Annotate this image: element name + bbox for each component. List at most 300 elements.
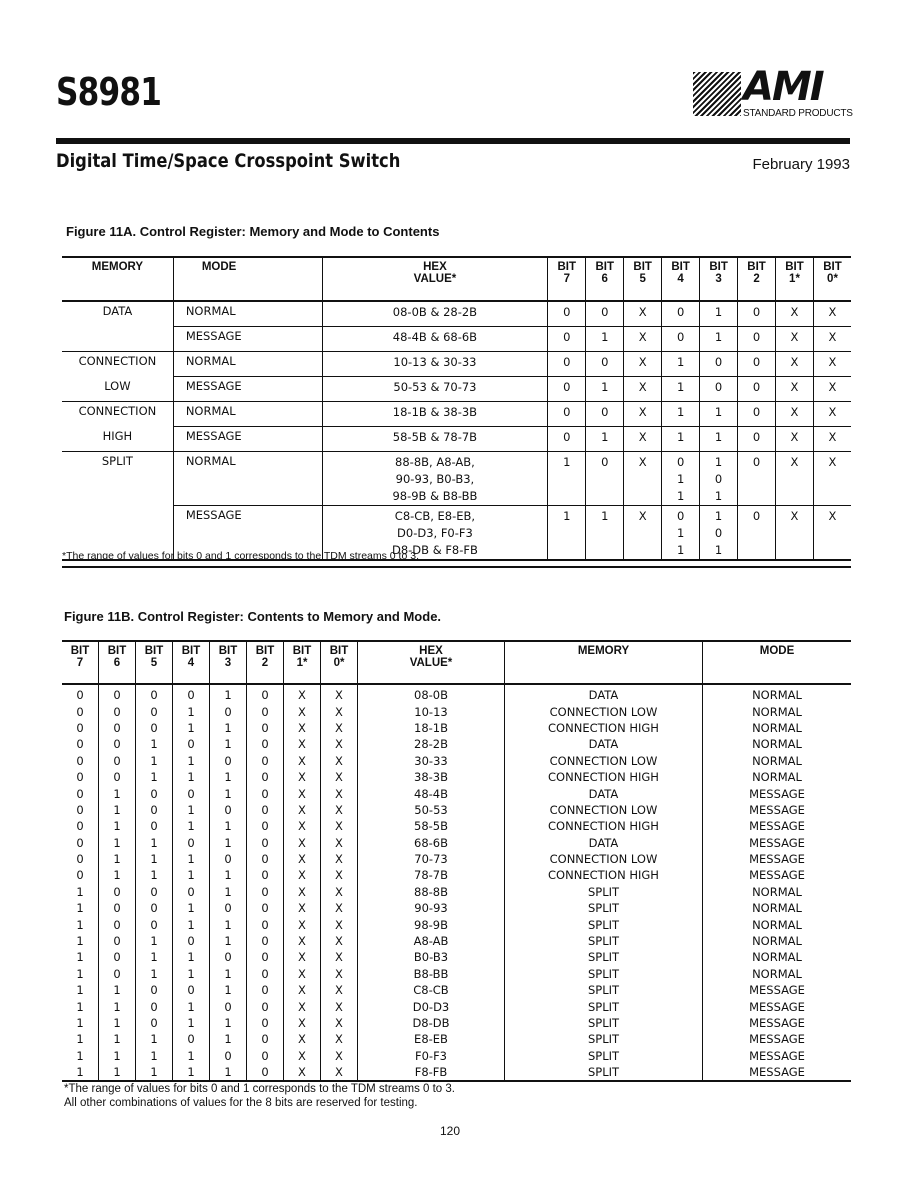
table-row: [62, 818, 851, 834]
bit0-cell: X: [321, 684, 358, 703]
header-rule: [56, 138, 850, 144]
bit-cell: [738, 301, 776, 327]
bit5-cell: 1: [136, 736, 173, 752]
figure-11b-note-2: All other combinations of values for the 8 bits are reserved for testing.: [64, 1097, 418, 1109]
bit6-cell: 0: [99, 753, 136, 769]
col-bit-number: 0*: [827, 273, 838, 285]
bit-cell: [700, 452, 738, 506]
bit1-cell: X: [284, 900, 321, 916]
bit-cell: [738, 377, 776, 402]
table-row: [62, 327, 851, 352]
col-bit-header: [321, 641, 358, 684]
bit-cell: [776, 506, 814, 561]
ami-logo-subtitle: STANDARD PRODUCTS: [743, 108, 853, 119]
bit-value: 0: [563, 405, 571, 419]
col-bit-header: [662, 257, 700, 301]
bit3-cell: 1: [210, 916, 247, 932]
bit-value: 0: [714, 380, 723, 394]
bit2-cell: 0: [247, 998, 284, 1014]
bit0-cell: X: [321, 1015, 358, 1031]
bit-value: 1: [563, 455, 571, 469]
figure-11b-note-1: *The range of values for bits 0 and 1 corresponds to the TDM streams 0 to 3.: [64, 1083, 455, 1095]
table-row: [62, 933, 851, 949]
bit-value: 1: [676, 543, 685, 557]
col-bit-number: 7: [563, 273, 570, 285]
col-hex-line1: HEX: [419, 645, 443, 657]
bit7-cell: 1: [76, 1016, 84, 1030]
bit5-cell: 1: [136, 949, 173, 965]
table-row: [62, 684, 851, 703]
bit-value: X: [790, 455, 799, 469]
table-row: [62, 900, 851, 916]
memory-cell: SPLIT: [505, 884, 703, 900]
bit3-cell: 1: [210, 769, 247, 785]
bit-cell: [586, 452, 624, 506]
bit-cell: [624, 452, 662, 506]
bit-value: 0: [563, 305, 571, 319]
col-mode: MODE: [173, 257, 322, 301]
mode-cell: NORMAL: [703, 769, 852, 785]
table-row: [62, 982, 851, 998]
bit2-cell: 0: [247, 785, 284, 801]
mode-cell: MESSAGE: [703, 802, 852, 818]
bit3-cell: 0: [210, 851, 247, 867]
bit7-cell: 1: [76, 966, 84, 981]
bit1-cell: X: [284, 818, 321, 834]
table-row: [62, 753, 851, 769]
col-bit-header: [136, 641, 173, 684]
hex-cell: [322, 452, 548, 506]
bit4-cell: 1: [173, 851, 210, 867]
bit0-cell: X: [321, 916, 358, 932]
bit-value: X: [828, 305, 837, 319]
hex-cell: 48-4B: [358, 785, 505, 801]
col-bit-number: 6: [113, 657, 121, 669]
bit-value: 1: [676, 489, 685, 503]
bit4-cell: 1: [173, 1015, 210, 1031]
table-header-row: [62, 641, 851, 684]
col-bit-label: BIT: [329, 645, 349, 657]
bit-value: 1: [714, 305, 723, 319]
hex-cell: 50-53: [358, 802, 505, 818]
memory-cell: CONNECTION LOW: [505, 851, 703, 867]
bit-cell: [662, 352, 700, 377]
bit-cell: [700, 402, 738, 427]
table-row: [62, 835, 851, 851]
memory-cell: DATA: [102, 304, 133, 318]
hex-line: C8-CB, E8-EB,: [394, 509, 476, 523]
bit-value: X: [638, 430, 647, 444]
bit-value: 1: [601, 380, 609, 394]
col-bit-label: BIT: [823, 261, 842, 273]
bit-cell: [700, 427, 738, 452]
bit-cell: [776, 301, 814, 327]
bit3-cell: 0: [210, 900, 247, 916]
mode-cell: MESSAGE: [173, 327, 322, 352]
bit0-cell: X: [321, 998, 358, 1014]
bit-value: 1: [714, 430, 723, 444]
hex-cell: [322, 327, 548, 352]
mode-cell: NORMAL: [703, 703, 852, 719]
bit-value: 0: [752, 455, 761, 469]
bit-value: 0: [752, 355, 761, 369]
bit5-cell: 0: [136, 802, 173, 818]
hex-cell: 70-73: [358, 851, 505, 867]
bit2-cell: 0: [247, 949, 284, 965]
bit-value: X: [638, 380, 647, 394]
bit-value: 1: [676, 430, 685, 444]
bit7-cell: 0: [76, 688, 84, 703]
mode-cell: MESSAGE: [173, 427, 322, 452]
bit-value: X: [828, 509, 837, 523]
bit-cell: [813, 301, 851, 327]
memory-cell: SPLIT: [505, 916, 703, 932]
mode-cell: MESSAGE: [173, 377, 322, 402]
bit4-cell: 1: [173, 769, 210, 785]
mode-cell: NORMAL: [703, 933, 852, 949]
bit4-cell: 0: [173, 684, 210, 703]
bit0-cell: X: [321, 884, 358, 900]
bit6-cell: 0: [99, 916, 136, 932]
col-bit-number: 7: [76, 657, 84, 669]
bit-value: 0: [563, 355, 571, 369]
bit2-cell: 0: [247, 933, 284, 949]
bit1-cell: X: [284, 982, 321, 998]
bit4-cell: 1: [173, 818, 210, 834]
bit5-cell: 1: [136, 1064, 173, 1081]
ami-logo-mark-icon: [693, 72, 741, 116]
bit-cell: [700, 352, 738, 377]
col-memory: MEMORY: [505, 641, 703, 684]
bit-cell: [662, 452, 700, 506]
hex-cell: 78-7B: [358, 867, 505, 883]
mode-cell: NORMAL: [173, 301, 322, 327]
bit4-cell: 0: [173, 884, 210, 900]
bit2-cell: 0: [247, 769, 284, 785]
bit5-cell: 0: [136, 703, 173, 719]
bit1-cell: X: [284, 802, 321, 818]
bit4-cell: 1: [173, 916, 210, 932]
bit-value: 0: [601, 455, 609, 469]
bit6-cell: 1: [99, 851, 136, 867]
bit-cell: [624, 352, 662, 377]
bit3-cell: 1: [210, 1031, 247, 1047]
mode-cell: MESSAGE: [703, 818, 852, 834]
bit3-cell: 1: [210, 982, 247, 998]
bit7-cell: 0: [76, 786, 84, 801]
bit-value: 1: [676, 380, 685, 394]
hex-cell: F0-F3: [358, 1048, 505, 1064]
bit7-cell: 0: [76, 770, 84, 785]
hex-cell: 10-13: [358, 703, 505, 719]
bit1-cell: X: [284, 835, 321, 851]
bit2-cell: 0: [247, 1048, 284, 1064]
memory-cell: SPLIT: [505, 998, 703, 1014]
part-number: S8981: [56, 70, 162, 114]
bit-cell: [548, 352, 586, 377]
bit6-cell: 1: [99, 1048, 136, 1064]
bit4-cell: 1: [173, 867, 210, 883]
bit-value: X: [790, 380, 799, 394]
col-bit-header: [210, 641, 247, 684]
hex-cell: 38-3B: [358, 769, 505, 785]
table-row: [62, 427, 851, 452]
bit-cell: [700, 301, 738, 327]
bit-value: 0: [676, 330, 685, 344]
mode-cell: MESSAGE: [703, 835, 852, 851]
hex-line: 88-8B, A8-AB,: [395, 455, 475, 469]
bit-cell: [813, 402, 851, 427]
bit-cell: [700, 327, 738, 352]
bit2-cell: 0: [247, 851, 284, 867]
bit1-cell: X: [284, 949, 321, 965]
bit-value: 1: [714, 455, 723, 469]
mode-cell: NORMAL: [703, 900, 852, 916]
bit-cell: [776, 427, 814, 452]
col-mode: MODE: [703, 641, 852, 684]
bit-cell: [662, 377, 700, 402]
mode-cell: NORMAL: [703, 916, 852, 932]
bit2-cell: 0: [247, 1064, 284, 1081]
col-bit-header: [813, 257, 851, 301]
hex-cell: A8-AB: [358, 933, 505, 949]
col-hex-line2: VALUE*: [413, 273, 457, 285]
hex-cell: [322, 377, 548, 402]
bit0-cell: X: [321, 753, 358, 769]
bit4-cell: 1: [173, 949, 210, 965]
bit7-cell: 1: [76, 884, 84, 899]
bit2-cell: 0: [247, 736, 284, 752]
bit3-cell: 1: [210, 835, 247, 851]
col-bit-label: BIT: [70, 645, 90, 657]
bit0-cell: X: [321, 949, 358, 965]
hex-line: 98-9B & B8-BB: [392, 489, 478, 503]
bit-cell: [738, 452, 776, 506]
bit-cell: [548, 452, 586, 506]
bit-value: 1: [714, 509, 723, 523]
document-date: February 1993: [752, 156, 850, 173]
bit-cell: [662, 427, 700, 452]
col-bit-number: 3: [224, 657, 232, 669]
bit-cell: [700, 506, 738, 561]
hex-line: 48-4B & 68-6B: [392, 330, 478, 344]
bit5-cell: 1: [136, 933, 173, 949]
bit6-cell: 0: [99, 900, 136, 916]
hex-line: 10-13 & 30-33: [393, 355, 477, 369]
bit2-cell: 0: [247, 802, 284, 818]
bit1-cell: X: [284, 916, 321, 932]
bit-cell: [548, 427, 586, 452]
bit1-cell: X: [284, 736, 321, 752]
bit-cell: [738, 352, 776, 377]
memory-cell: SPLIT: [505, 1064, 703, 1081]
bit0-cell: X: [321, 1048, 358, 1064]
bit-cell: [586, 352, 624, 377]
memory-cell: SPLIT: [505, 1015, 703, 1031]
table-row: [62, 867, 851, 883]
bit4-cell: 0: [173, 736, 210, 752]
table-row: [62, 802, 851, 818]
bit1-cell: X: [284, 851, 321, 867]
col-bit-header: [700, 257, 738, 301]
bit-cell: [624, 427, 662, 452]
bit-value: 0: [752, 305, 761, 319]
bit5-cell: 1: [136, 1048, 173, 1064]
memory-cell: CONNECTION: [78, 354, 157, 368]
bit6-cell: 0: [99, 966, 136, 982]
bit3-cell: 1: [210, 736, 247, 752]
table-row: [62, 1015, 851, 1031]
bit2-cell: 0: [247, 900, 284, 916]
bit4-cell: 1: [173, 966, 210, 982]
mode-cell: NORMAL: [703, 949, 852, 965]
col-bit-header: [548, 257, 586, 301]
bit6-cell: 0: [99, 933, 136, 949]
hex-cell: B0-B3: [358, 949, 505, 965]
bit3-cell: 1: [210, 933, 247, 949]
bit7-cell: 0: [76, 753, 84, 768]
bit-cell: [738, 402, 776, 427]
bit6-cell: 1: [99, 1015, 136, 1031]
bit-value: X: [828, 405, 837, 419]
bit-value: 0: [563, 330, 571, 344]
bit1-cell: X: [284, 966, 321, 982]
hex-cell: D0-D3: [358, 998, 505, 1014]
col-bit-header: [624, 257, 662, 301]
bit1-cell: X: [284, 1015, 321, 1031]
table-row: [62, 851, 851, 867]
bit7-cell: 0: [76, 868, 84, 883]
col-bit-label: BIT: [107, 645, 127, 657]
bit4-cell: 0: [173, 835, 210, 851]
table-row: [62, 916, 851, 932]
bit6-cell: 1: [99, 867, 136, 883]
table-row: [62, 966, 851, 982]
table-row: [62, 998, 851, 1014]
hex-cell: [322, 402, 548, 427]
bit3-cell: 0: [210, 949, 247, 965]
bit-cell: [624, 377, 662, 402]
bit-cell: [813, 352, 851, 377]
bit-value: 0: [563, 430, 571, 444]
bit2-cell: 0: [247, 916, 284, 932]
bit-value: X: [828, 430, 837, 444]
bit2-cell: 0: [247, 982, 284, 998]
bit2-cell: 0: [247, 720, 284, 736]
memory-cell: SPLIT: [505, 982, 703, 998]
bit7-cell: 1: [62, 1064, 99, 1081]
bit7-cell: 0: [76, 852, 84, 867]
bit5-cell: 0: [136, 785, 173, 801]
col-hex: [358, 641, 505, 684]
bit3-cell: 0: [210, 753, 247, 769]
col-bit-label: BIT: [557, 261, 577, 273]
memory-cell: CONNECTION HIGH: [505, 769, 703, 785]
table-row: [62, 452, 851, 506]
bit2-cell: 0: [247, 1031, 284, 1047]
bit-value: 0: [601, 305, 609, 319]
bit0-cell: X: [321, 1031, 358, 1047]
memory-cell: DATA: [505, 835, 703, 851]
col-bit-number: 6: [601, 273, 608, 285]
hex-line: 58-5B & 78-7B: [392, 430, 478, 444]
bit0-cell: X: [321, 736, 358, 752]
bit-value: X: [828, 330, 837, 344]
bit5-cell: 0: [136, 900, 173, 916]
hex-cell: [322, 427, 548, 452]
col-bit-header: [99, 641, 136, 684]
col-bit-number: 3: [715, 273, 722, 285]
hex-cell: F8-FB: [358, 1064, 505, 1081]
bit0-cell: X: [321, 769, 358, 785]
hex-cell: [322, 301, 548, 327]
memory-cell: LOW: [62, 377, 173, 402]
bit6-cell: 0: [99, 949, 136, 965]
bit-cell: [662, 301, 700, 327]
bit2-cell: 0: [247, 867, 284, 883]
bit-cell: [548, 402, 586, 427]
col-bit-number: 4: [677, 273, 684, 285]
col-bit-label: BIT: [144, 645, 164, 657]
bit3-cell: 1: [210, 785, 247, 801]
bit-value: 1: [714, 489, 723, 503]
bit-value: 0: [601, 405, 609, 419]
col-bit-label: BIT: [255, 645, 275, 657]
bit-cell: [813, 506, 851, 561]
memory-cell: SPLIT: [505, 933, 703, 949]
bit-value: 0: [714, 526, 723, 540]
table-row: [62, 769, 851, 785]
bit5-cell: 1: [136, 867, 173, 883]
bit3-cell: 0: [210, 998, 247, 1014]
bit-cell: [738, 327, 776, 352]
bit0-cell: X: [321, 802, 358, 818]
col-bit-label: BIT: [709, 261, 728, 273]
bit1-cell: X: [284, 703, 321, 719]
bit-value: 1: [676, 405, 685, 419]
bit2-cell: 0: [247, 753, 284, 769]
bit1-cell: X: [284, 720, 321, 736]
bit1-cell: X: [284, 1031, 321, 1047]
bit-value: 0: [714, 355, 723, 369]
bit4-cell: 1: [173, 900, 210, 916]
mode-cell: NORMAL: [173, 402, 322, 427]
bit-value: 0: [714, 472, 723, 486]
bit-cell: [662, 506, 700, 561]
bit-cell: [586, 301, 624, 327]
bit5-cell: 0: [136, 998, 173, 1014]
bit-value: X: [828, 380, 837, 394]
bit1-cell: X: [284, 1048, 321, 1064]
bit0-cell: X: [321, 1064, 358, 1081]
figure-11b-table: [62, 640, 851, 1082]
memory-cell: SPLIT: [505, 900, 703, 916]
bit1-cell: X: [284, 933, 321, 949]
bit-value: 0: [676, 455, 685, 469]
bit3-cell: 1: [210, 684, 247, 703]
mode-cell: MESSAGE: [703, 998, 852, 1014]
bit-value: 1: [676, 472, 685, 486]
bit1-cell: X: [284, 998, 321, 1014]
bit3-cell: 1: [210, 966, 247, 982]
col-bit-number: 2: [753, 273, 760, 285]
figure-11a-table: [62, 256, 851, 561]
bit1-cell: X: [284, 867, 321, 883]
bit6-cell: 1: [99, 785, 136, 801]
col-bit-header: [586, 257, 624, 301]
bit7-cell: 0: [76, 835, 84, 850]
bit-cell: [662, 402, 700, 427]
